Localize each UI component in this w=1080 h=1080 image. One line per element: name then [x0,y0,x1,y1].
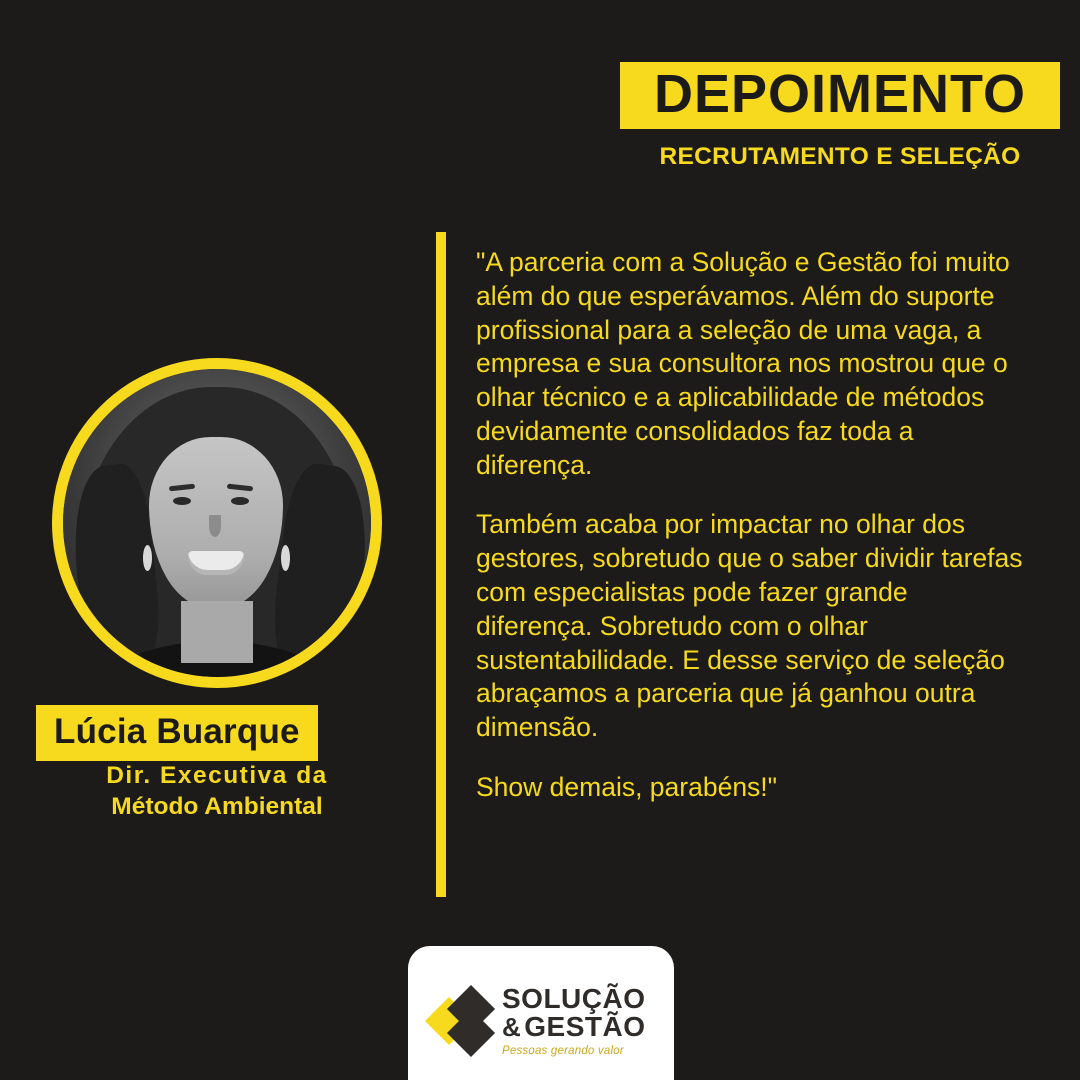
testimonial-quote [476,246,1024,805]
logo-line-1: SOLUÇÃO [502,982,646,1014]
logo-ampersand: & [502,1011,522,1042]
quote-paragraph-3: Show demais, parabéns!" [476,771,778,802]
person-name-banner [36,705,318,761]
page-subtitle: RECRUTAMENTO E SELEÇÃO [659,142,1021,170]
portrait-photo [63,369,371,677]
quote-accent-rule [436,232,446,897]
title-banner [620,62,1060,129]
logo-line-2-wrap [502,1010,646,1042]
portrait-smile [188,551,244,575]
logo-diamond-icon [430,990,492,1052]
portrait-earring-right [281,545,290,571]
portrait-eye-right [231,497,249,505]
portrait-eye-left [173,497,191,505]
logo-tagline: Pessoas gerando valor [502,1044,624,1057]
brand-logo-card [408,946,674,1080]
portrait-neck [181,601,253,663]
person-role-line-2: Método Ambiental [111,793,323,821]
person-role [62,760,372,823]
person-name: Lúcia Buarque [54,712,300,751]
person-role-line-1: Dir. Executiva da [106,762,328,789]
portrait-nose [209,515,221,537]
quote-paragraph-2: Também acaba por impactar no olhar dos gestores, sobretudo que o saber dividir tarefas com especialistas pode fazer grande diferença. Sobretudo com o olhar sustentabilidade. E desse serviço de seleção abraçamos a parceria que já ganhou outra dimensão. [476,509,1023,743]
quote-paragraph-1: "A parceria com a Solução e Gestão foi muito além do que esperávamos. Além do suporte profissional para a seleção de uma vaga, a empresa e sua consultora nos mostrou que o olhar técnico e a aplicabilidade de métodos devidamente consolidados faz toda a diferença. [476,247,1010,480]
avatar [52,358,382,688]
page-title: DEPOIMENTO [653,64,1027,124]
header [620,62,1060,171]
logo-wordmark [502,982,646,1058]
portrait-earring-left [143,545,152,571]
logo-line-2: GESTÃO [524,1010,646,1042]
